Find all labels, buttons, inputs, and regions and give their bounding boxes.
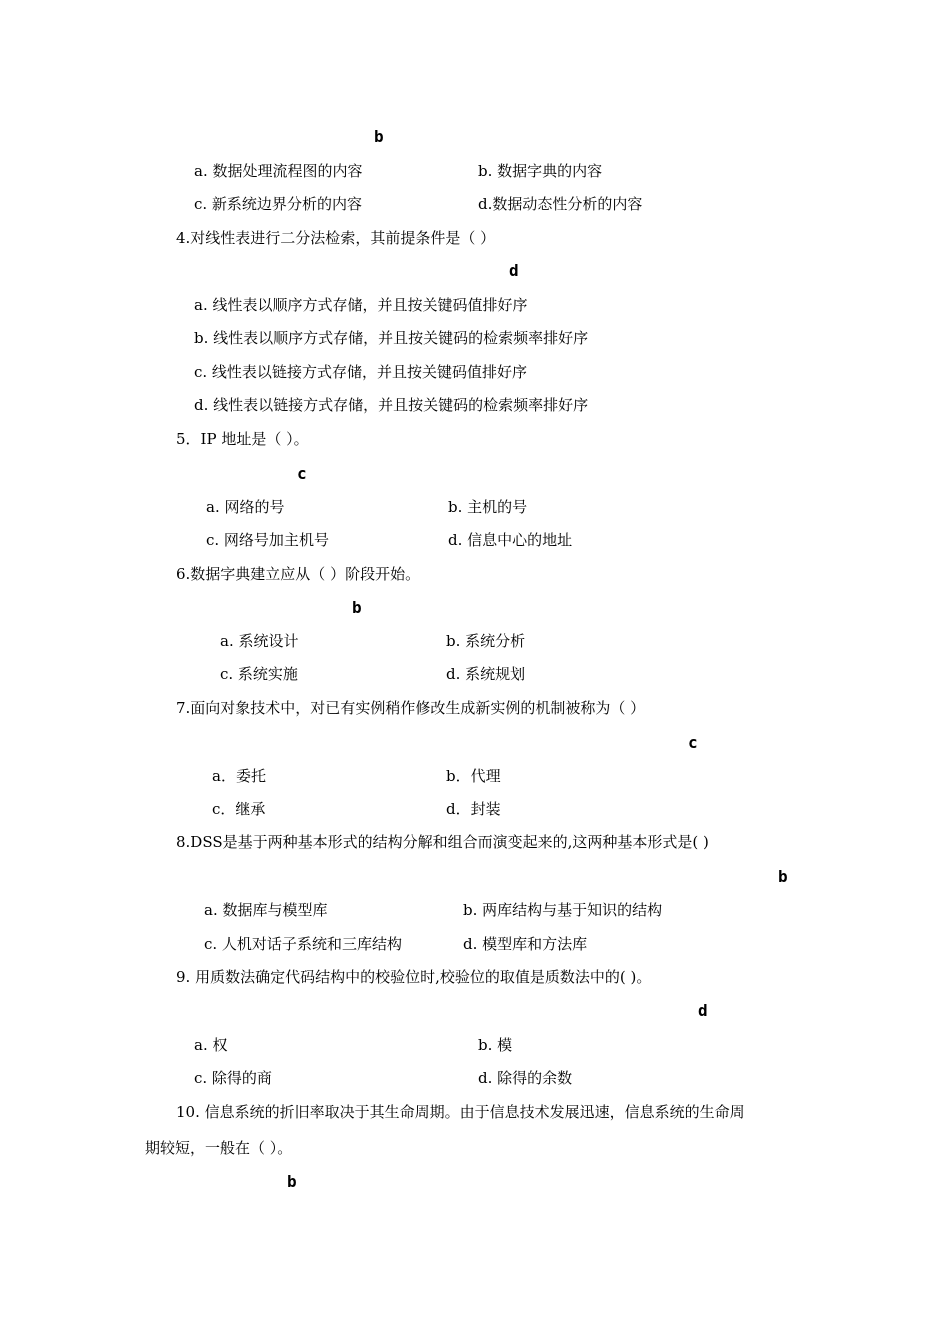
option-q6-b: b. 系统分析 (446, 632, 526, 650)
option-q3-a: a. 数据处理流程图的内容 (194, 162, 363, 180)
option-q7-b: b．代理 (446, 767, 501, 785)
option-q9-c: c. 除得的商 (194, 1069, 272, 1087)
option-q3-c: c. 新系统边界分析的内容 (194, 195, 362, 213)
option-q8-a: a. 数据库与模型库 (204, 901, 328, 919)
option-q5-d: d. 信息中心的地址 (448, 531, 573, 549)
answer-q8: b (778, 867, 788, 886)
option-q8-d: d. 模型库和方法库 (463, 935, 588, 953)
answer-q9: d (698, 1001, 708, 1020)
option-q7-d: d．封装 (446, 800, 501, 818)
option-q4-a: a. 线性表以顺序方式存储，并且按关键码值排好序 (194, 296, 528, 314)
option-q6-a: a. 系统设计 (220, 632, 299, 650)
option-q3-d: d.数据动态性分析的内容 (478, 195, 643, 213)
question-q6: 6.数据字典建立应从（ ）阶段开始。 (176, 565, 421, 583)
option-q7-a: a．委托 (212, 767, 266, 785)
answer-q6: b (352, 598, 362, 617)
question-q5: 5．IP 地址是（ ）。 (176, 430, 309, 448)
option-q9-d: d. 除得的余数 (478, 1069, 573, 1087)
answer-q5: c (297, 464, 307, 483)
question-q9: 9. 用质数法确定代码结构中的校验位时,校验位的取值是质数法中的( )。 (176, 968, 652, 986)
question-q7: 7.面向对象技术中，对已有实例稍作修改生成新实例的机制被称为（ ） (176, 699, 646, 717)
option-q6-d: d. 系统规划 (446, 665, 526, 683)
question-q4: 4.对线性表进行二分法检索，其前提条件是（ ） (176, 229, 496, 247)
question-q10-line1: 10. 信息系统的折旧率取决于其生命周期。由于信息技术发展迅速，信息系统的生命周 (176, 1103, 745, 1121)
option-q6-c: c. 系统实施 (220, 665, 298, 683)
option-q3-b: b. 数据字典的内容 (478, 162, 603, 180)
option-q7-c: c．继承 (212, 800, 266, 818)
option-q8-c: c. 人机对话子系统和三库结构 (204, 935, 402, 953)
answer-q4: d (509, 261, 519, 280)
option-q5-a: a. 网络的号 (206, 498, 285, 516)
answer-q3: b (374, 127, 384, 146)
option-q9-a: a. 权 (194, 1036, 228, 1054)
answer-q7: c (688, 733, 698, 752)
answer-q10: b (287, 1172, 297, 1191)
option-q8-b: b. 两库结构与基于知识的结构 (463, 901, 663, 919)
option-q5-b: b. 主机的号 (448, 498, 528, 516)
option-q4-b: b. 线性表以顺序方式存储，并且按关键码的检索频率排好序 (194, 329, 589, 347)
question-q8: 8.DSS是基于两种基本形式的结构分解和组合而演变起来的,这两种基本形式是( ) (176, 833, 709, 851)
option-q4-d: d. 线性表以链接方式存储，并且按关键码的检索频率排好序 (194, 396, 589, 414)
option-q5-c: c. 网络号加主机号 (206, 531, 329, 549)
option-q4-c: c. 线性表以链接方式存储，并且按关键码值排好序 (194, 363, 527, 381)
question-q10-line2: 期较短，一般在（ ）。 (145, 1139, 293, 1157)
option-q9-b: b. 模 (478, 1036, 513, 1054)
